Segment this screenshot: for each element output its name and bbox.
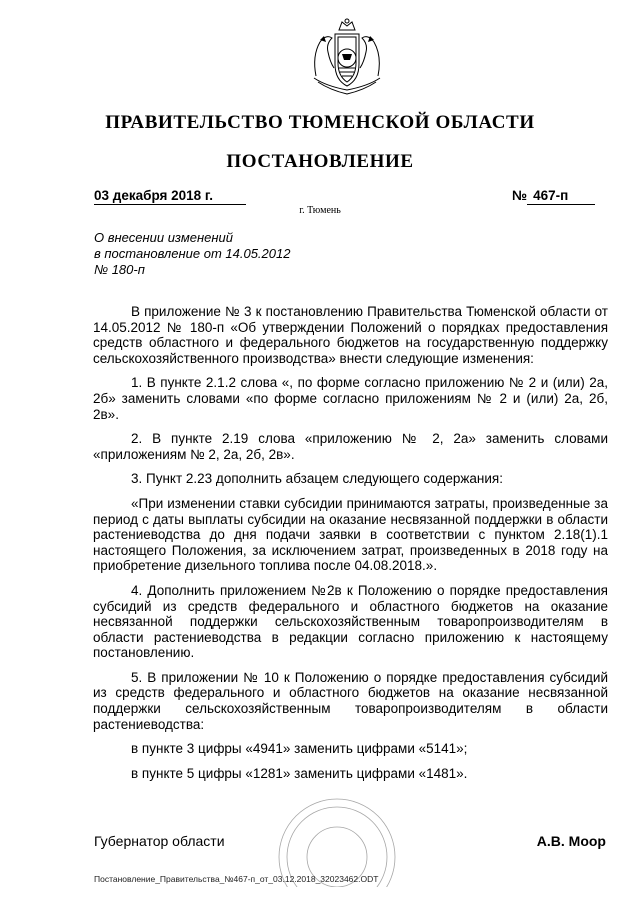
number-value: 467-п [527, 188, 595, 205]
document-body [93, 304, 608, 781]
file-name-footer: Постановление_Правительства_№467-п_от_03.12.2018_32023462.ODT [94, 874, 379, 884]
subject-line: № 180-п [94, 262, 145, 277]
body-paragraph: 2. В пункте 2.19 слова «приложению № 2, 2а» заменить словами «приложениям № 2, 2а, 2б, 2в». [93, 431, 608, 462]
number-label: № [512, 188, 528, 203]
government-title: ПРАВИТЕЛЬСТВО ТЮМЕНСКОЙ ОБЛАСТИ [105, 112, 535, 133]
body-paragraph: «При изменении ставки субсидии принимаются затраты, произведенные за период с даты выплаты субсидии на оказание несвязанной поддержки в области растениеводства до дня подачи заявки в соответствии с пунктом 2.18(1).1 настоящего Положения, за исключением затрат, произведенных в 2018 году на приобретение дизельного топлива после 04.08.2018.». [93, 495, 608, 574]
body-paragraph: в пункте 5 цифры «1281» заменить цифрами «1481». [131, 765, 468, 781]
body-paragraph: В приложение № 3 к постановлению Правительства Тюменской области от 14.05.2012 № 180-п «Об утверждении Положений о порядках предоставления средств областного и федерального бюджетов на государственную поддержку сельскохозяйственного производства» внести следующие изменения: [93, 304, 608, 366]
city-label: г. Тюмень [299, 205, 341, 216]
document-number [512, 188, 604, 205]
body-paragraph: 3. Пункт 2.23 дополнить абзацем следующего содержания: [131, 471, 503, 487]
body-paragraph: 5. В приложении № 10 к Положению о порядке предоставления субсидий из средств федерального и областного бюджетов на оказание несвязанной поддержки сельскохозяйственным товаропроизводителям в области растениеводства: [93, 669, 608, 732]
signatory-name: А.В. Моор [536, 833, 606, 849]
signatory-position: Губернатор области [94, 833, 225, 849]
signature-block [94, 833, 606, 849]
document-type-title: ПОСТАНОВЛЕНИЕ [226, 151, 414, 172]
body-paragraph: в пункте 3 цифры «4941» заменить цифрами «5141»; [131, 741, 468, 757]
document-subject [94, 230, 290, 278]
body-paragraph: 1. В пункте 2.1.2 слова «, по форме согласно приложению № 2 и (или) 2а, 2б» заменить словами «по форме согласно приложениям № 2 и (или) 2а, 2б, 2в». [93, 375, 608, 422]
coat-of-arms-icon [306, 16, 388, 98]
subject-line: в постановление от 14.05.2012 [94, 246, 291, 261]
document-date: 03 декабря 2018 г. [94, 188, 246, 205]
body-paragraph: 4. Дополнить приложением №2в к Положению о порядке предоставления субсидий из средств федерального и областного бюджетов на оказание несвязанной поддержки сельскохозяйственным товаропроизводителям в области растениеводства в редакции согласно приложению к настоящему постановлению. [93, 582, 608, 661]
subject-line: О внесении изменений [94, 230, 233, 245]
